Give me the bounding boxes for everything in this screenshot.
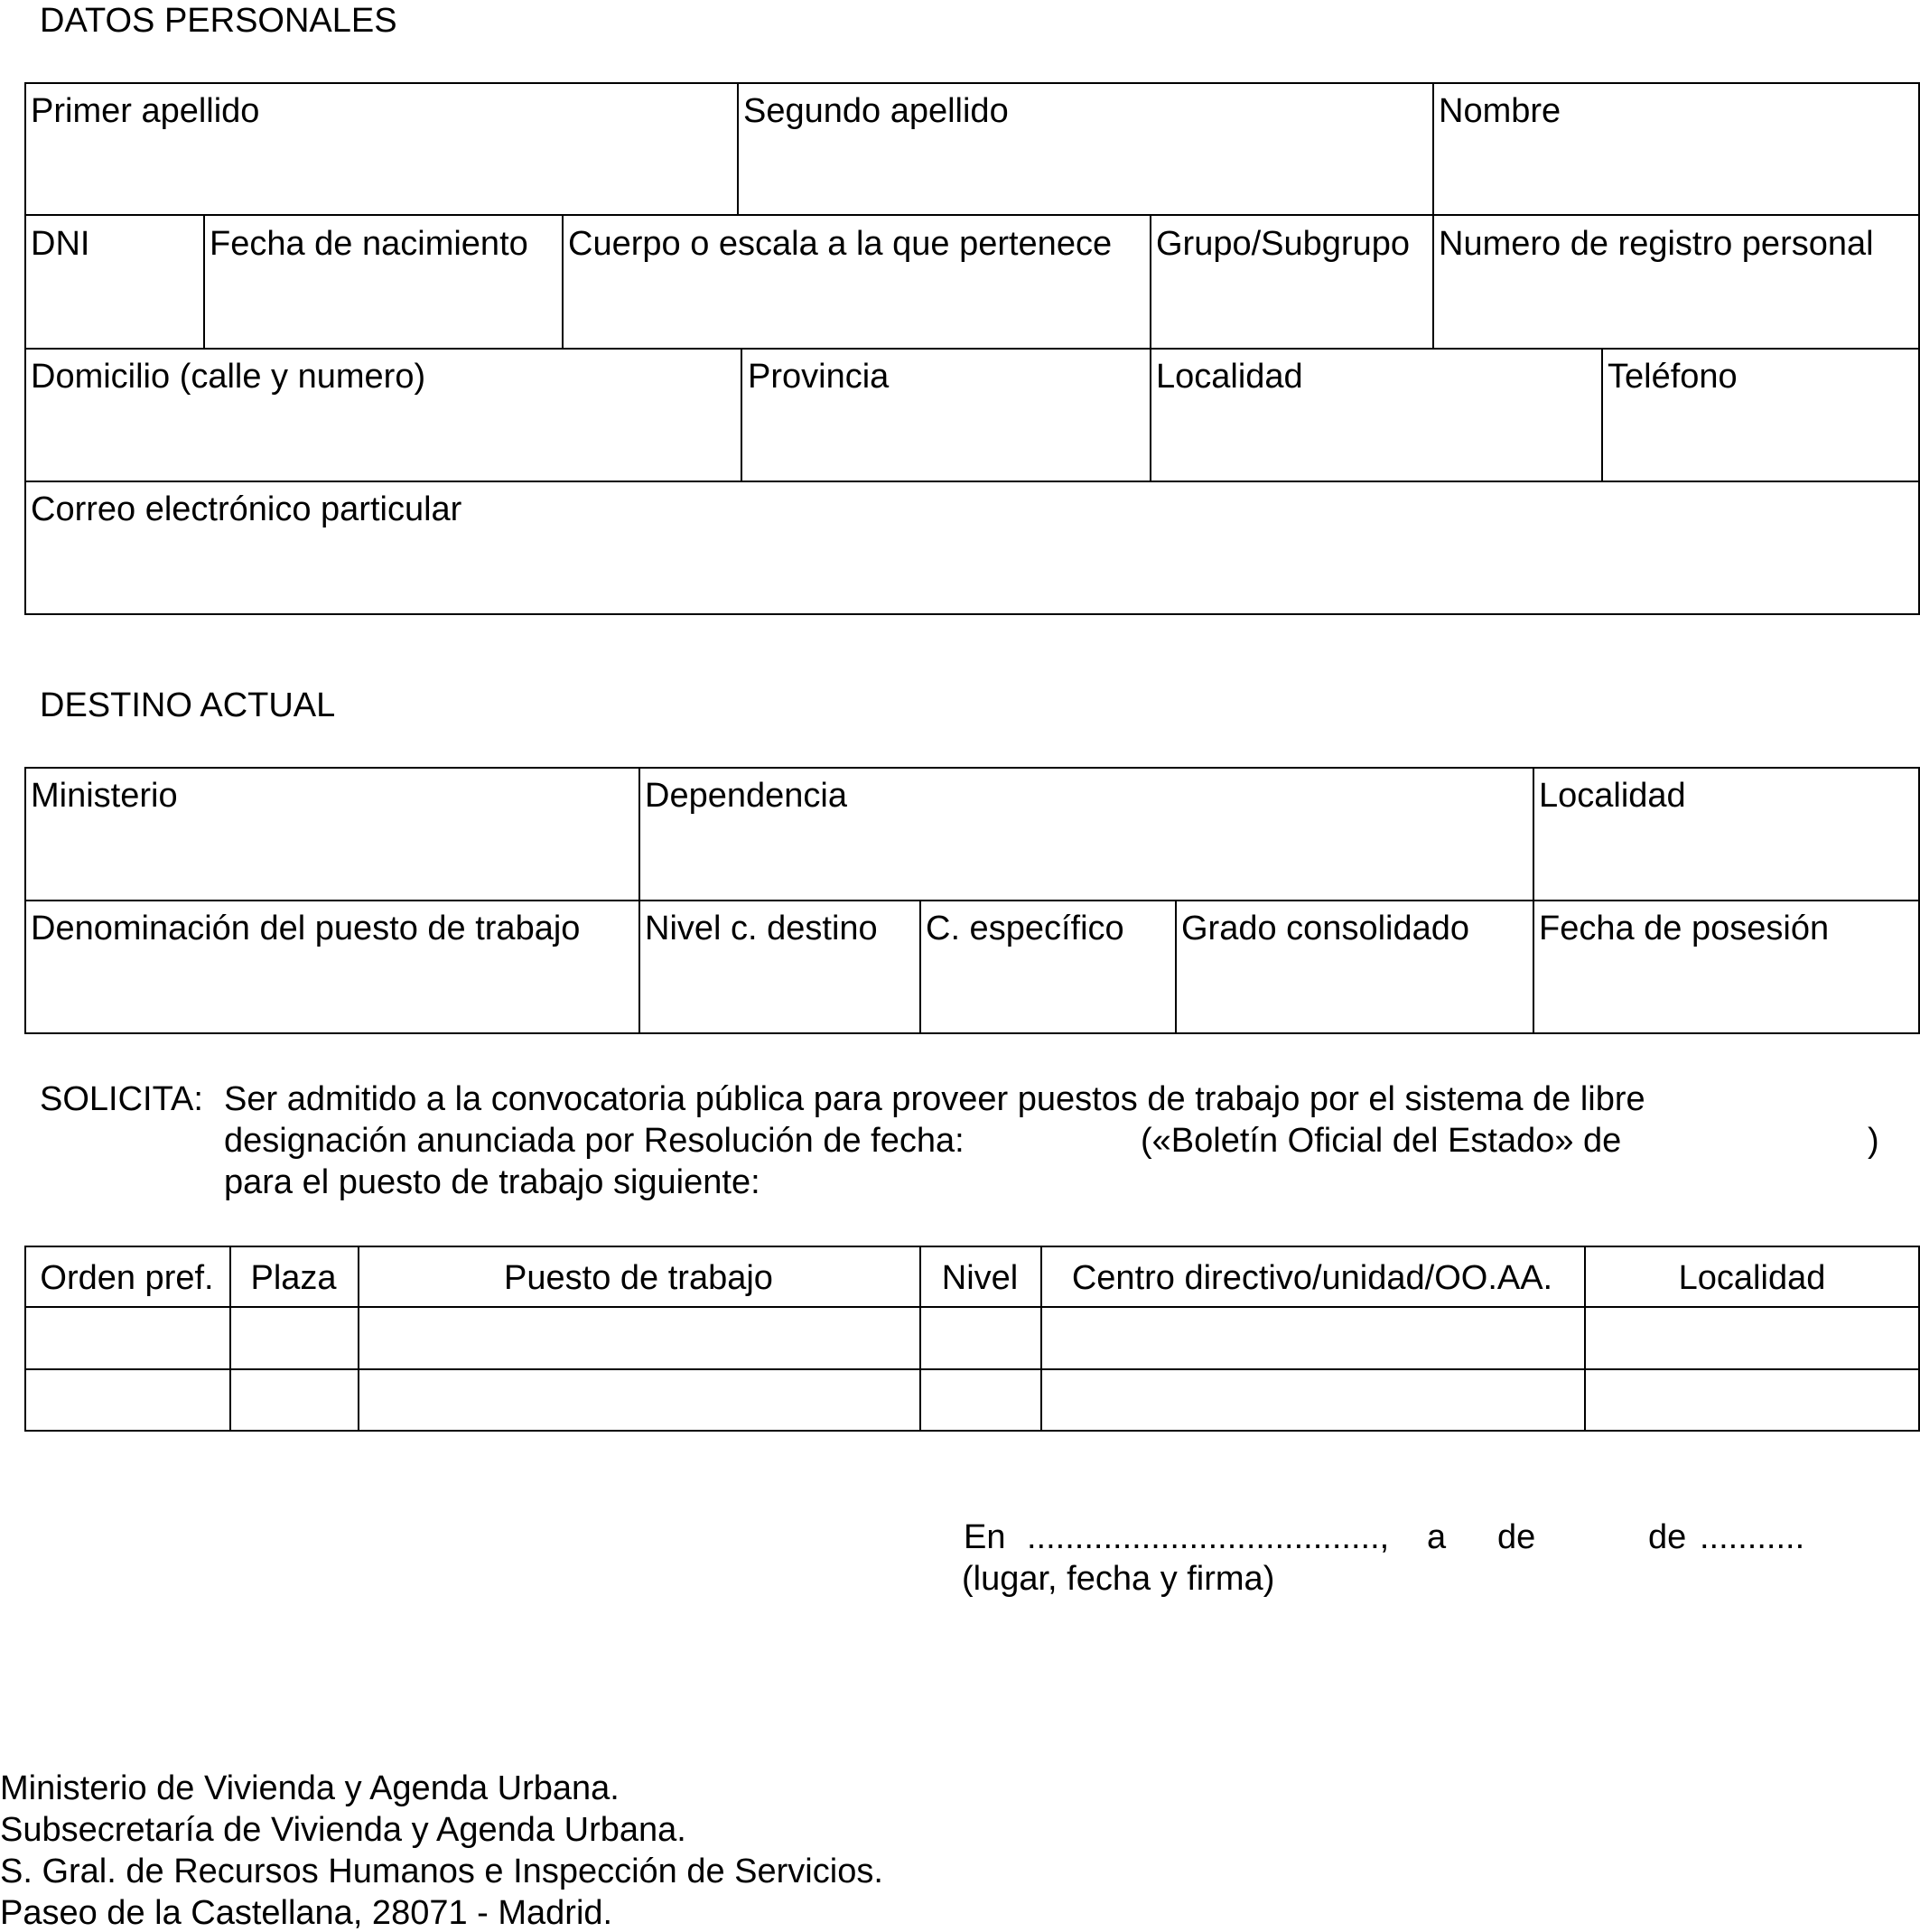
solicita-line-1: Ser admitido a la convocatoria pública para proveer puestos de trabajo por el sistema de libre: [224, 1080, 1645, 1118]
table-cell[interactable]: [26, 1370, 229, 1430]
field-c-especifico[interactable]: C. específico: [926, 910, 1124, 947]
field-grupo-subgrupo[interactable]: Grupo/Subgrupo: [1156, 225, 1410, 263]
solicita-line-3: para el puesto de trabajo siguiente:: [224, 1163, 760, 1201]
firma-lugar-dots[interactable]: .....................................,: [1027, 1518, 1390, 1556]
table-cell[interactable]: [921, 1370, 1040, 1430]
footer-line: Subsecretaría de Vivienda y Agenda Urbana.: [0, 1811, 686, 1849]
field-fecha-posesion[interactable]: Fecha de posesión: [1539, 910, 1830, 947]
table-cell[interactable]: [921, 1308, 1040, 1368]
table-cell[interactable]: [1042, 1308, 1584, 1368]
field-telefono[interactable]: Teléfono: [1608, 358, 1738, 396]
field-denominacion-puesto[interactable]: Denominación del puesto de trabajo: [31, 910, 581, 947]
field-nivel-destino[interactable]: Nivel c. destino: [645, 910, 878, 947]
table-header-nivel: Nivel: [941, 1259, 1019, 1297]
footer-line: Paseo de la Castellana, 28071 - Madrid.: [0, 1894, 613, 1932]
firma-de-1: de: [1497, 1518, 1536, 1556]
table-cell[interactable]: [1586, 1370, 1918, 1430]
footer-line: Ministerio de Vivienda y Agenda Urbana.: [0, 1769, 620, 1807]
field-segundo-apellido[interactable]: Segundo apellido: [743, 92, 1009, 130]
table-header-centro: Centro directivo/unidad/OO.AA.: [1071, 1259, 1553, 1297]
field-correo[interactable]: Correo electrónico particular: [31, 490, 462, 528]
field-nombre[interactable]: Nombre: [1439, 92, 1561, 130]
field-dependencia[interactable]: Dependencia: [645, 777, 847, 815]
table-cell[interactable]: [1586, 1308, 1918, 1368]
table-header-puesto: Puesto de trabajo: [504, 1259, 773, 1297]
field-domicilio[interactable]: Domicilio (calle y numero): [31, 358, 426, 396]
table-header-orden: Orden pref.: [40, 1259, 214, 1297]
section-title-destino-actual: DESTINO ACTUAL: [40, 686, 336, 724]
field-numero-registro[interactable]: Numero de registro personal: [1439, 225, 1874, 263]
solicita-label: SOLICITA:: [40, 1080, 203, 1118]
field-provincia[interactable]: Provincia: [748, 358, 890, 396]
table-cell[interactable]: [231, 1308, 358, 1368]
field-localidad-destino[interactable]: Localidad: [1539, 777, 1686, 815]
field-primer-apellido[interactable]: Primer apellido: [31, 92, 260, 130]
field-ministerio[interactable]: Ministerio: [31, 777, 178, 815]
solicita-boe: («Boletín Oficial del Estado» de: [1141, 1122, 1622, 1160]
field-cuerpo-escala[interactable]: Cuerpo o escala a la que pertenece: [568, 225, 1113, 263]
table-cell[interactable]: [359, 1308, 919, 1368]
field-grado-consolidado[interactable]: Grado consolidado: [1181, 910, 1469, 947]
footer-line: S. Gral. de Recursos Humanos e Inspección de Servicios.: [0, 1853, 883, 1890]
table-header-plaza: Plaza: [250, 1259, 337, 1297]
table-cell[interactable]: [26, 1308, 229, 1368]
table-cell[interactable]: [1042, 1370, 1584, 1430]
table-cell[interactable]: [231, 1370, 358, 1430]
firma-a: a: [1427, 1518, 1447, 1556]
field-fecha-nacimiento[interactable]: Fecha de nacimiento: [210, 225, 528, 263]
firma-caption: (lugar, fecha y firma): [962, 1560, 1275, 1598]
firma-year-dots[interactable]: ...........: [1700, 1518, 1805, 1556]
field-localidad-personal[interactable]: Localidad: [1156, 358, 1303, 396]
solicita-close-paren: ): [1868, 1122, 1879, 1160]
table-header-localidad: Localidad: [1678, 1259, 1826, 1297]
firma-en: En: [964, 1518, 1006, 1556]
table-cell[interactable]: [359, 1370, 919, 1430]
solicita-line-2: designación anunciada por Resolución de fecha:: [224, 1122, 965, 1160]
section-title-datos-personales: DATOS PERSONALES: [40, 2, 397, 40]
firma-de-2: de: [1648, 1518, 1687, 1556]
field-dni[interactable]: DNI: [31, 225, 90, 263]
